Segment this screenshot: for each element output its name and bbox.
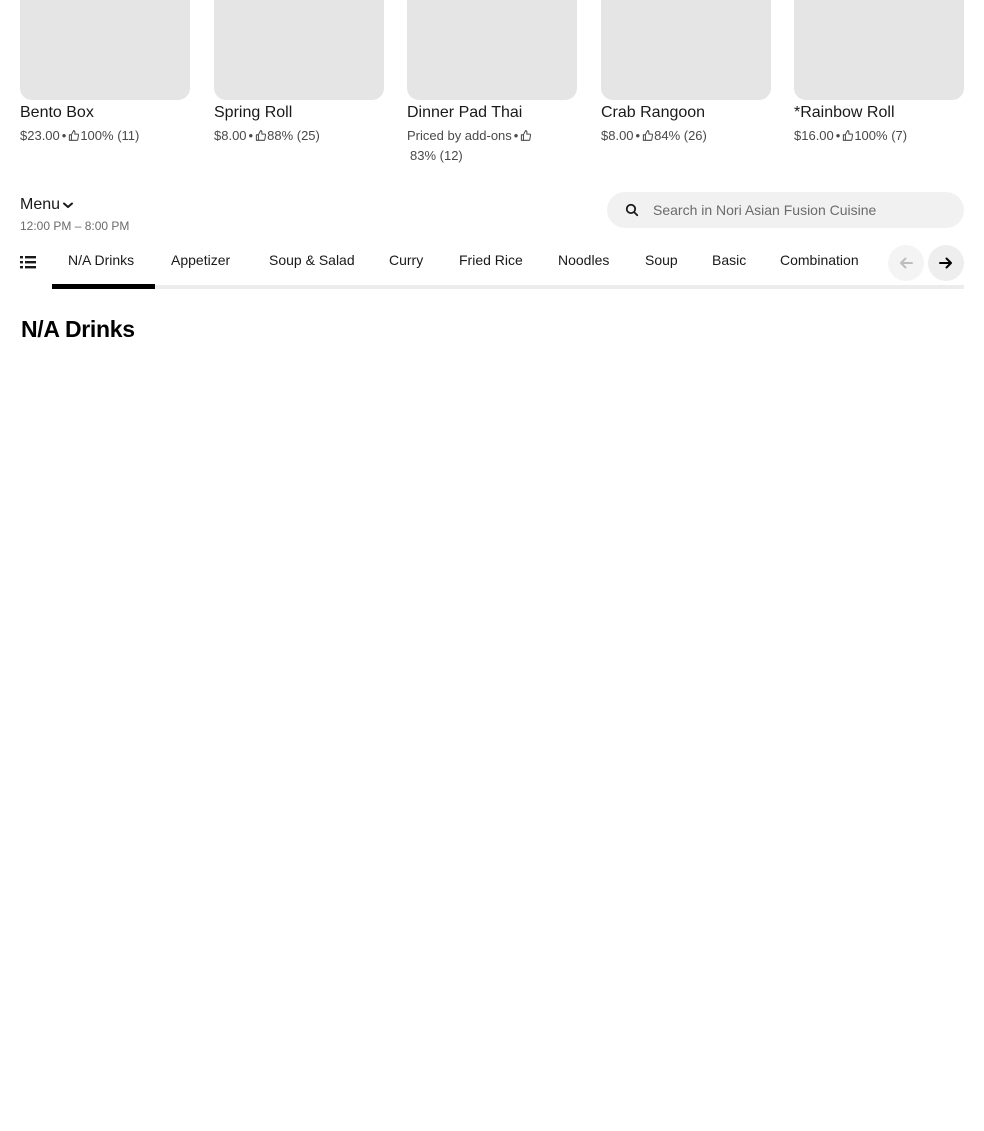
scroll-right-button[interactable] — [928, 245, 964, 281]
item-name: Spring Roll — [214, 104, 293, 121]
section-title: N/A Drinks — [21, 316, 135, 342]
menu-dropdown[interactable] — [20, 195, 74, 215]
separator-dot: • — [248, 128, 254, 143]
item-rating: 83% (12) — [410, 148, 463, 163]
item-meta — [601, 126, 771, 146]
featured-item-card[interactable] — [407, 0, 577, 166]
item-meta — [407, 126, 577, 166]
item-name: *Rainbow Roll — [794, 104, 895, 121]
active-tab-indicator — [52, 284, 155, 289]
item-name: Dinner Pad Thai — [407, 104, 523, 121]
separator-dot: • — [61, 128, 67, 143]
tab-combination[interactable]: Combination — [780, 252, 859, 268]
item-price: Priced by add-ons — [407, 128, 512, 143]
tab-noodles[interactable]: Noodles — [558, 252, 610, 268]
item-name: Bento Box — [20, 104, 94, 121]
item-image-placeholder[interactable] — [794, 0, 964, 100]
scroll-left-button[interactable] — [888, 245, 924, 281]
tab-appetizer[interactable]: Appetizer — [171, 252, 231, 268]
item-price: $8.00 — [214, 128, 247, 143]
tab-soup[interactable]: Soup — [645, 252, 678, 268]
item-rating: 84% (26) — [654, 128, 707, 143]
separator-dot: • — [635, 128, 641, 143]
featured-items-carousel — [20, 0, 964, 170]
arrow-left-icon — [898, 255, 914, 271]
tab-fried-rice[interactable]: Fried Rice — [459, 252, 523, 268]
search-bar[interactable] — [607, 192, 964, 228]
menu-hours: 12:00 PM – 8:00 PM — [20, 219, 130, 233]
list-icon[interactable] — [20, 253, 36, 271]
category-tabs — [52, 244, 964, 289]
thumbs-up-icon — [68, 130, 79, 141]
tab-curry[interactable]: Curry — [389, 252, 424, 268]
featured-item-card[interactable] — [601, 0, 771, 146]
item-meta — [214, 126, 384, 146]
item-price: $16.00 — [794, 128, 834, 143]
featured-item-card[interactable] — [20, 0, 190, 146]
tab-soup-salad[interactable]: Soup & Salad — [269, 252, 355, 268]
featured-item-card[interactable] — [794, 0, 964, 146]
thumbs-up-icon — [255, 130, 266, 141]
item-image-placeholder[interactable] — [20, 0, 190, 100]
chevron-down-icon — [62, 199, 74, 211]
thumbs-up-icon — [642, 130, 653, 141]
thumbs-up-icon — [520, 130, 531, 141]
item-image-placeholder[interactable] — [214, 0, 384, 100]
item-name: Crab Rangoon — [601, 104, 706, 121]
item-rating: 88% (25) — [267, 128, 320, 143]
item-image-placeholder[interactable] — [407, 0, 577, 100]
thumbs-up-icon — [842, 130, 853, 141]
item-rating: 100% (11) — [80, 128, 140, 143]
item-meta — [20, 126, 190, 146]
tab-basic[interactable]: Basic — [712, 252, 747, 268]
separator-dot: • — [835, 128, 841, 143]
item-meta — [794, 126, 964, 146]
featured-item-card[interactable] — [214, 0, 384, 146]
search-icon — [625, 203, 639, 217]
tab-na-drinks[interactable]: N/A Drinks — [68, 252, 135, 268]
item-price: $23.00 — [20, 128, 60, 143]
tab-track — [52, 285, 964, 289]
item-image-placeholder[interactable] — [601, 0, 771, 100]
menu-title: Menu — [20, 196, 61, 213]
search-input[interactable] — [653, 202, 943, 218]
item-price: $8.00 — [601, 128, 634, 143]
separator-dot: • — [513, 128, 519, 143]
item-rating: 100% (7) — [854, 128, 908, 143]
arrow-right-icon — [938, 255, 954, 271]
